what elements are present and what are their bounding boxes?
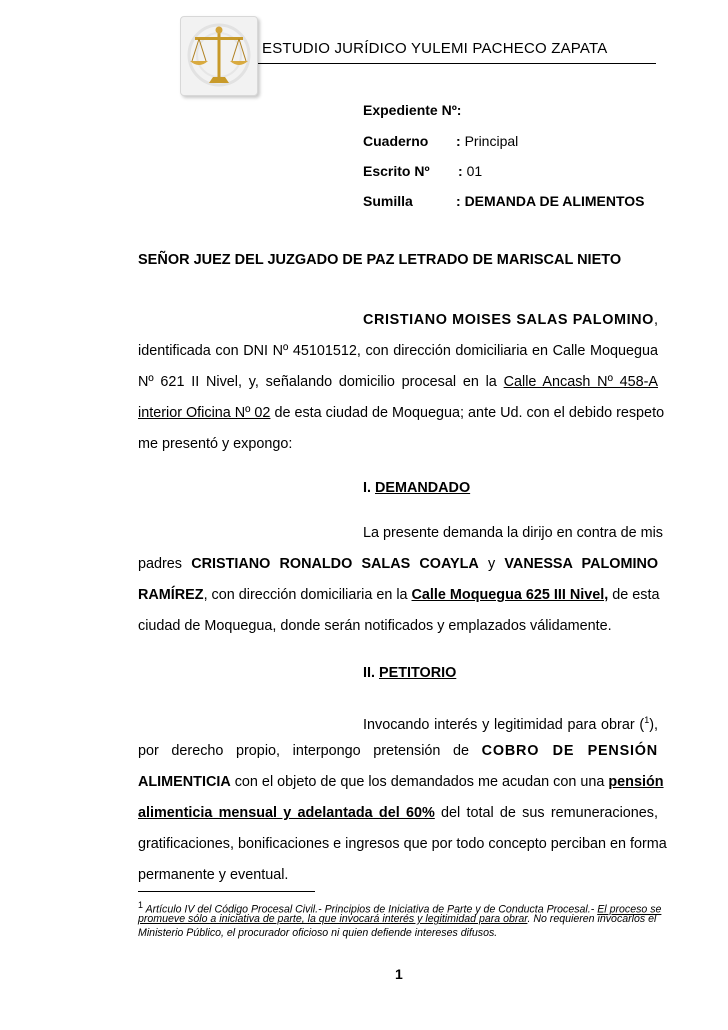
header-divider — [258, 63, 656, 64]
expediente-label: Expediente Nº: — [363, 102, 462, 118]
section-1-line-1: La presente demanda la dirijo en contra de mis — [363, 525, 663, 541]
cuaderno-row — [456, 133, 518, 149]
defendant-2: VANESSA PALOMINO — [504, 556, 659, 572]
section-2-line-5: gratificaciones, bonificaciones e ingresos que por todo concepto perciban en forma — [138, 836, 667, 852]
footnote-line-2: promueve sólo a iniciativa de parte, la que invocará interés y legitimidad para obrar. No requieren invocarlos el — [138, 913, 657, 925]
page-number: 1 — [395, 966, 403, 982]
intro-line-5: me presentó y expongo: — [138, 436, 293, 452]
section-1-line-2: padres CRISTIANO RONALDO SALAS COAYLA y VANESSA PALOMINO — [138, 556, 659, 572]
intro-line-3: Nº 621 II Nivel, y, señalando domicilio procesal en la Calle Ancash Nº 458-A — [138, 374, 659, 390]
intro-line-2: identificada con DNI Nº 45101512, con dirección domiciliaria en Calle Moquegua — [138, 343, 658, 359]
cuaderno-label: Cuaderno — [363, 133, 429, 149]
separator: : — [456, 193, 461, 209]
escrito-label: Escrito Nº — [363, 163, 430, 179]
separator: : — [458, 163, 463, 179]
section-1-title: DEMANDADO — [375, 480, 471, 496]
section-2-line-3: ALIMENTICIA con el objeto de que los demandados me acudan con una pensión — [138, 774, 664, 790]
defendant-address: Calle Moquegua 625 III Nivel, — [411, 587, 609, 603]
plaintiff-name: CRISTIANO MOISES SALAS PALOMINO — [363, 312, 654, 328]
plaintiff-name-line: CRISTIANO MOISES SALAS PALOMINO, — [363, 312, 659, 328]
sumilla-value: DEMANDA DE ALIMENTOS — [464, 193, 645, 209]
defendant-1: CRISTIANO RONALDO SALAS COAYLA — [191, 556, 479, 572]
scales-of-justice-icon — [180, 16, 258, 96]
section-2-line-6: permanente y eventual. — [138, 867, 289, 883]
footnote-ref: 1 — [644, 715, 650, 725]
firm-name: ESTUDIO JURÍDICO YULEMI PACHECO ZAPATA — [262, 40, 608, 57]
procedural-address: Calle Ancash Nº 458-A — [503, 374, 659, 390]
footnote-line-1: $^1$ Artículo IV del Código Procesal Civil.- Principios de Iniciativa de Parte y de Conducta Procesal.- El proceso se — [138, 900, 662, 916]
sumilla-label: Sumilla — [363, 193, 413, 209]
separator: : — [456, 133, 461, 149]
section-2-line-4: alimenticia mensual y adelantada del 60% del total de sus remuneraciones, — [138, 805, 659, 821]
escrito-row — [458, 163, 482, 179]
office-address: interior Oficina Nº 02 — [138, 405, 271, 421]
footnote-divider — [138, 891, 315, 892]
section-2-heading: II. PETITORIO — [363, 665, 457, 681]
section-2-line-2: por derecho propio, interpongo pretensión de COBRO DE PENSIÓN — [138, 743, 658, 759]
section-1-line-4: ciudad de Moquegua, donde serán notificados y emplazados válidamente. — [138, 618, 612, 634]
section-1-line-3: RAMÍREZ, con dirección domiciliaria en la Calle Moquegua 625 III Nivel, de esta — [138, 587, 660, 603]
escrito-value: 01 — [466, 163, 483, 179]
addressee: SEÑOR JUEZ DEL JUZGADO DE PAZ LETRADO DE MARISCAL NIETO — [138, 252, 622, 268]
footnote-line-3: Ministerio Público, el procurador oficioso ni quien defiende intereses difusos. — [138, 927, 498, 939]
section-2-line-1: Invocando interés y legitimidad para obrar ($^1$), — [363, 715, 658, 733]
cuaderno-value: Principal — [464, 133, 519, 149]
pension-amount: alimenticia mensual y adelantada del 60% — [138, 805, 435, 821]
section-1-heading: I. DEMANDADO — [363, 480, 471, 496]
section-2-title: PETITORIO — [379, 665, 457, 681]
intro-line-4: interior Oficina Nº 02 de esta ciudad de Moquegua; ante Ud. con el debido respeto — [138, 405, 665, 421]
sumilla-row — [456, 193, 645, 209]
